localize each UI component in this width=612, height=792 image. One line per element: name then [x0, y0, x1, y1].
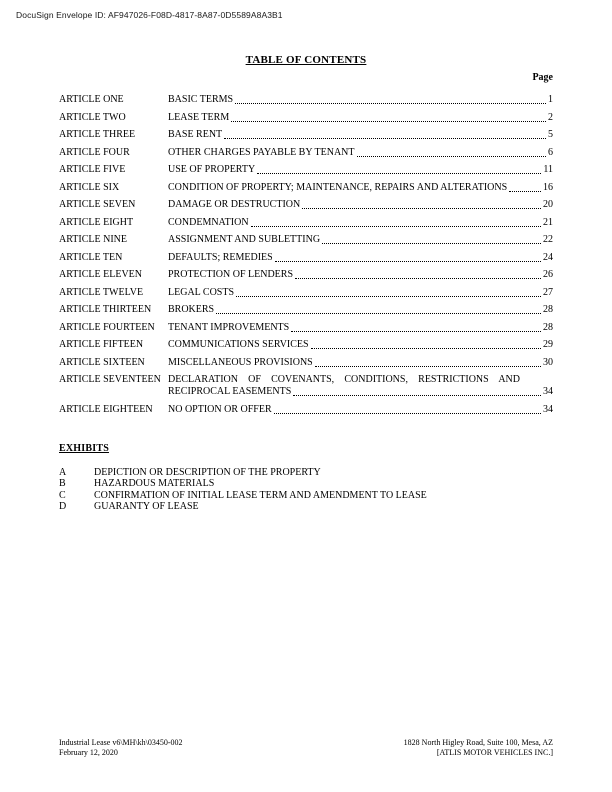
dot-leader — [320, 234, 543, 246]
dot-leader — [233, 94, 548, 106]
toc-row — [59, 182, 553, 194]
footer-document-reference — [59, 738, 183, 758]
article-label: ARTICLE FOUR — [59, 146, 130, 158]
toc-row-line — [59, 386, 553, 398]
article-label: ARTICLE SEVENTEEN — [59, 374, 161, 385]
article-label: ARTICLE TWELVE — [59, 286, 144, 298]
dot-leader — [300, 199, 543, 211]
toc-row — [59, 252, 553, 264]
toc-row — [59, 404, 553, 416]
dot-leader — [309, 339, 543, 351]
exhibit-title: CONFIRMATION OF INITIAL LEASE TERM AND AMENDMENT TO LEASE — [94, 489, 427, 501]
article-title: DAMAGE OR DESTRUCTION — [168, 199, 301, 210]
exhibits-heading: EXHIBITS — [59, 442, 109, 454]
toc-row — [59, 147, 553, 159]
toc-row — [59, 217, 553, 229]
article-title-line2: RECIPROCAL EASEMENTS — [168, 386, 292, 397]
dot-leader — [293, 269, 543, 281]
article-title: CONDITION OF PROPERTY; MAINTENANCE, REPAIRS AND ALTERATIONS — [168, 181, 508, 193]
article-page-number: 21 — [543, 216, 553, 228]
dot-leader — [234, 287, 543, 299]
toc-row — [59, 112, 553, 124]
article-page-number: 11 — [543, 164, 553, 175]
dot-leader — [507, 182, 543, 194]
article-title: ASSIGNMENT AND SUBLETTING — [168, 234, 321, 245]
dot-leader — [249, 217, 543, 229]
toc-row — [59, 129, 553, 141]
toc-row — [59, 269, 553, 281]
article-label: ARTICLE ONE — [59, 94, 124, 105]
article-title: DEFAULTS; REMEDIES — [168, 251, 273, 263]
toc-list — [59, 94, 553, 416]
article-title: OTHER CHARGES PAYABLE BY TENANT — [168, 146, 355, 158]
article-title: LEGAL COSTS — [168, 286, 235, 298]
exhibit-letter: D — [59, 501, 67, 512]
dot-leader — [272, 404, 543, 416]
exhibits-list — [59, 467, 553, 513]
exhibit-title: HAZARDOUS MATERIALS — [94, 478, 215, 489]
exhibit-row — [59, 501, 553, 513]
article-label: ARTICLE FIVE — [59, 164, 126, 175]
article-page-number: 26 — [543, 269, 553, 280]
toc-row — [59, 374, 553, 398]
article-title: BASIC TERMS — [168, 94, 234, 105]
article-title: BASE RENT — [168, 129, 223, 140]
exhibit-letter: C — [59, 489, 66, 501]
toc-row — [59, 339, 553, 351]
toc-row — [59, 322, 553, 334]
exhibit-row — [59, 467, 553, 479]
article-label: ARTICLE SIX — [59, 181, 120, 193]
article-label: ARTICLE SIXTEEN — [59, 356, 145, 368]
toc-row — [59, 287, 553, 299]
toc-row — [59, 304, 553, 316]
article-title: MISCELLANEOUS PROVISIONS — [168, 356, 313, 368]
article-page-number: 27 — [543, 286, 553, 298]
article-page-number: 5 — [548, 129, 553, 140]
article-page-number: 28 — [543, 304, 553, 315]
toc-row-line — [59, 374, 553, 386]
exhibit-title: GUARANTY OF LEASE — [94, 501, 199, 512]
exhibit-letter: A — [59, 466, 67, 478]
dot-leader — [291, 386, 543, 398]
exhibit-letter: B — [59, 478, 66, 489]
toc-page-content — [59, 0, 553, 513]
article-page-number: 34 — [543, 386, 553, 397]
dot-leader — [355, 147, 548, 159]
article-page-number: 29 — [543, 339, 553, 350]
article-page-number: 30 — [543, 356, 553, 368]
article-title-line1: DECLARATION OF COVENANTS, CONDITIONS, RESTRICTIONS AND — [168, 374, 520, 385]
article-label-spacer — [59, 386, 168, 398]
article-page-number: 16 — [543, 181, 553, 193]
article-label: ARTICLE THIRTEEN — [59, 304, 152, 315]
footer-address: 1828 North Higley Road, Suite 100, Mesa, AZ — [403, 738, 553, 747]
article-label: ARTICLE EIGHT — [59, 216, 134, 228]
footer-property-reference — [404, 738, 553, 758]
article-page-number: 1 — [548, 94, 553, 105]
article-label: ARTICLE EIGHTEEN — [59, 403, 153, 415]
article-page-number: 6 — [548, 146, 553, 158]
docusign-envelope-id: DocuSign Envelope ID: AF947026-F08D-4817-8A87-0D5589A8A3B1 — [16, 10, 283, 20]
article-title: TENANT IMPROVEMENTS — [168, 321, 290, 333]
article-page-number: 24 — [543, 251, 553, 263]
article-label: ARTICLE ELEVEN — [59, 269, 142, 280]
footer-document-id: Industrial Lease v6\MH\kh\03450-002 — [59, 738, 183, 747]
toc-row — [59, 234, 553, 246]
article-title: PROTECTION OF LENDERS — [168, 269, 294, 280]
article-label: ARTICLE FOURTEEN — [59, 321, 155, 333]
article-title: USE OF PROPERTY — [168, 164, 256, 175]
dot-leader — [255, 164, 543, 176]
article-page-number: 22 — [543, 234, 553, 245]
article-page-number: 28 — [543, 321, 553, 333]
article-label: ARTICLE FIFTEEN — [59, 339, 144, 350]
footer-date: February 12, 2020 — [59, 748, 118, 757]
article-title: CONDEMNATION — [168, 216, 249, 228]
article-title: NO OPTION OR OFFER — [168, 403, 272, 415]
article-page-number: 34 — [543, 403, 553, 415]
toc-row — [59, 94, 553, 106]
toc-title: TABLE OF CONTENTS — [245, 54, 367, 66]
dot-leader — [222, 129, 548, 141]
article-label: ARTICLE NINE — [59, 234, 127, 245]
exhibit-row — [59, 478, 553, 490]
dot-leader — [289, 322, 543, 334]
exhibit-row — [59, 490, 553, 502]
exhibit-title: DEPICTION OR DESCRIPTION OF THE PROPERTY — [94, 466, 321, 478]
article-page-number: 20 — [543, 199, 553, 210]
article-label: ARTICLE TWO — [59, 111, 126, 123]
dot-leader — [229, 112, 548, 124]
article-label: ARTICLE THREE — [59, 129, 136, 140]
article-page-number: 2 — [548, 111, 553, 123]
toc-row — [59, 357, 553, 369]
page-column-label: Page — [532, 72, 553, 83]
toc-row — [59, 164, 553, 176]
article-title: LEASE TERM — [168, 111, 230, 123]
article-title: BROKERS — [168, 304, 215, 315]
article-label: ARTICLE SEVEN — [59, 199, 136, 210]
footer-company-name: [ATLIS MOTOR VEHICLES INC.] — [436, 748, 553, 757]
dot-leader — [313, 357, 543, 369]
toc-row — [59, 199, 553, 211]
article-title: COMMUNICATIONS SERVICES — [168, 339, 309, 350]
article-label: ARTICLE TEN — [59, 251, 123, 263]
dot-leader — [214, 304, 543, 316]
dot-leader — [273, 252, 543, 264]
